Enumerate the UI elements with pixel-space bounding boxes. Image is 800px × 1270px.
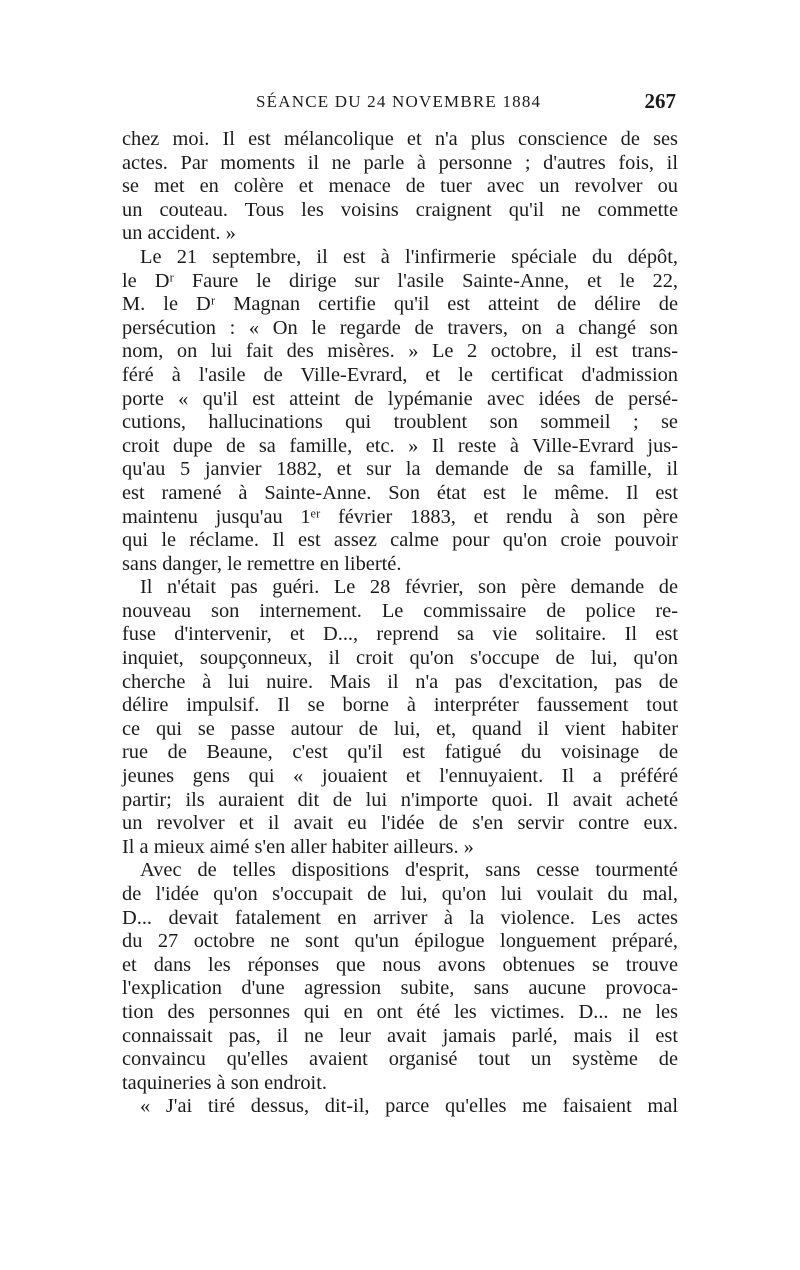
page-number: 267	[644, 89, 676, 113]
text-line: D... devait fatalement en arriver à la violence. Les actes	[122, 906, 678, 929]
running-head	[122, 89, 678, 118]
text-line: connaissait pas, il ne leur avait jamais parlé, mais il est	[122, 1024, 678, 1047]
text-line: maintenu jusqu'au 1ᵉʳ février 1883, et rendu à son père	[122, 505, 678, 528]
text-line: du 27 octobre ne sont qu'un épilogue longuement préparé,	[122, 930, 678, 953]
text-line: féré à l'asile de Ville-Evrard, et le certificat d'admission	[122, 363, 678, 386]
text-line: ce qui se passe autour de lui, et, quand il vient habiter	[122, 717, 678, 740]
text-line: « J'ai tiré dessus, dit-il, parce qu'elles me faisaient mal	[140, 1095, 678, 1118]
text-line: de l'idée qu'on s'occupait de lui, qu'on lui voulait du mal,	[122, 883, 678, 905]
text-line: Avec de telles dispositions d'esprit, sans cesse tourmenté	[140, 859, 678, 882]
text-line: délire impulsif. Il se borne à interpréter faussement tout	[122, 694, 678, 717]
text-line: M. le Dʳ Magnan certifie qu'il est atteint de délire de	[122, 293, 678, 316]
text-line: actes. Par moments il ne parle à personne ; d'autres fois, il	[122, 151, 678, 174]
text-line: un accident. »	[122, 222, 236, 245]
text-line: Il n'était pas guéri. Le 28 février, son père demande de	[140, 576, 678, 599]
text-line: persécution : « On le regarde de travers, on a changé son	[122, 316, 678, 339]
text-line: porte « qu'il est atteint de lypémanie avec idées de persé-	[122, 387, 678, 410]
text-line: jeunes gens qui « jouaient et l'ennuyaient. Il a préféré	[122, 765, 678, 788]
text-line: sans danger, le remettre en liberté.	[122, 552, 402, 575]
text-line: l'explication d'une agression subite, sans aucune provoca-	[122, 977, 678, 1000]
text-line: se met en colère et menace de tuer avec un revolver ou	[122, 175, 678, 198]
body-text	[122, 128, 678, 1119]
text-line: nouveau son internement. Le commissaire de police re-	[122, 599, 678, 622]
text-line: croit dupe de sa famille, etc. » Il reste à Ville-Evrard jus-	[122, 434, 678, 457]
text-line: cherche à lui nuire. Mais il n'a pas d'excitation, pas de	[122, 670, 678, 693]
text-line: partir; ils auraient dit de lui n'importe quoi. Il avait acheté	[122, 788, 678, 811]
running-head-title: SÉANCE DU 24 NOVEMBRE 1884	[256, 92, 542, 111]
text-line: qui le réclame. Il est assez calme pour qu'on croie pouvoir	[122, 529, 678, 552]
text-line: cutions, hallucinations qui troublent son sommeil ; se	[122, 411, 678, 434]
text-line: et dans les réponses que nous avons obtenues se trouve	[122, 953, 678, 976]
text-line: un couteau. Tous les voisins craignent qu'il ne commette	[122, 198, 678, 221]
text-line: Le 21 septembre, il est à l'infirmerie spéciale du dépôt,	[140, 245, 678, 268]
text-line: qu'au 5 janvier 1882, et sur la demande de sa famille, il	[122, 458, 678, 481]
text-line: taquineries à son endroit.	[122, 1071, 327, 1094]
text-line: chez moi. Il est mélancolique et n'a plus conscience de ses	[122, 128, 678, 150]
text-line: le Dʳ Faure le dirige sur l'asile Sainte-Anne, et le 22,	[122, 269, 678, 292]
text-line: est ramené à Sainte-Anne. Son état est le même. Il est	[122, 481, 678, 504]
text-line: fuse d'intervenir, et D..., reprend sa vie solitaire. Il est	[122, 623, 678, 646]
text-line: tion des personnes qui en ont été les victimes. D... ne les	[122, 1000, 678, 1023]
text-line: rue de Beaune, c'est qu'il est fatigué du voisinage de	[122, 741, 678, 764]
text-line: Il a mieux aimé s'en aller habiter ailleurs. »	[122, 835, 474, 858]
text-line: convaincu qu'elles avaient organisé tout un système de	[122, 1048, 678, 1071]
text-line: nom, on lui fait des misères. » Le 2 octobre, il est trans-	[122, 340, 678, 363]
text-line: inquiet, soupçonneux, il croit qu'on s'occupe de lui, qu'on	[122, 647, 678, 670]
text-line: un revolver et il avait eu l'idée de s'en servir contre eux.	[122, 812, 678, 835]
